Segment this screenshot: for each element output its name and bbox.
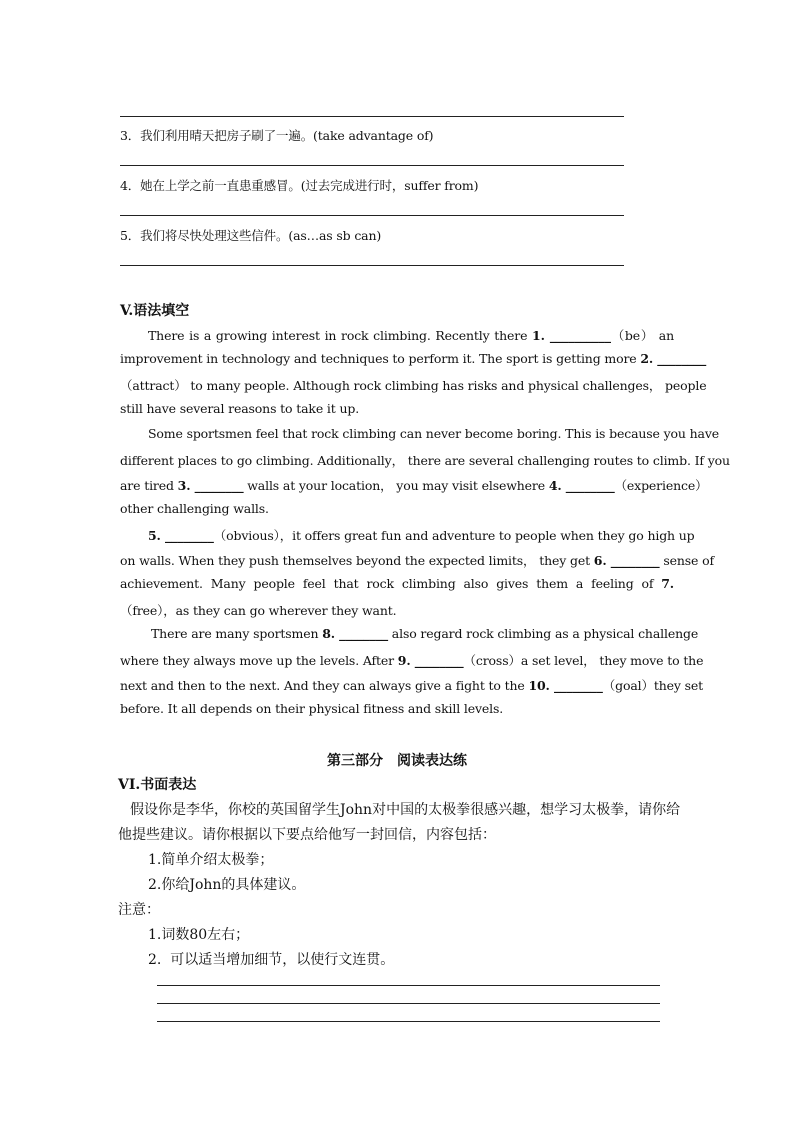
content-point: 1.简单介绍太极拳； <box>148 852 274 868</box>
answer-line[interactable] <box>120 165 624 166</box>
translation-item-5: 5．我们将尽快处理这些信件。(as…as sb can) <box>120 228 382 243</box>
blank-1[interactable]: 1. __________ <box>532 328 611 343</box>
blank-7[interactable]: 7. <box>661 576 674 591</box>
passage-line: still have several reasons to take it up. <box>120 401 360 416</box>
section-heading-grammar: V.语法填空 <box>120 303 190 319</box>
blank-4[interactable]: 4. ________ <box>548 478 615 493</box>
blank-8[interactable]: 8. ________ <box>322 626 388 641</box>
passage-line: different places to go climbing. Additionally， there are several challenging routes to climb. If you <box>120 453 730 468</box>
blank-2[interactable]: 2. ________ <box>640 351 707 366</box>
passage-line: next and then to the next. And they can always give a fight to the 10. ________（goal）they set <box>120 678 703 693</box>
passage-line: other challenging walls. <box>120 501 269 516</box>
passage-line: before. It all depends on their physical fitness and skill levels. <box>120 701 504 716</box>
answer-line[interactable] <box>120 116 624 117</box>
writing-prompt: 假设你是李华，你校的英国留学生John对中国的太极拳很感兴趣，想学习太极拳，请你给 <box>130 802 681 818</box>
passage-line: （free），as they can go wherever they want. <box>120 603 397 618</box>
blank-10[interactable]: 10. ________ <box>528 678 603 693</box>
passage-line: 5. ________（obvious），it offers great fun and adventure to people when they go high up <box>148 528 695 543</box>
passage-line: are tired 3. ________ walls at your location， you may visit elsewhere 4. ________（experience） <box>120 478 708 493</box>
passage-line: There is a growing interest in rock climbing. Recently there 1. __________（be） an <box>148 328 675 343</box>
writing-line[interactable] <box>157 1021 660 1022</box>
writing-line[interactable] <box>157 1003 660 1004</box>
passage-line: where they always move up the levels. After 9. ________（cross）a set level， they move to the <box>120 653 704 668</box>
section-heading-writing: VI.书面表达 <box>118 777 197 793</box>
blank-6[interactable]: 6. ________ <box>593 553 660 568</box>
notes-label: 注意： <box>118 902 160 918</box>
passage-line: on walls. When they push themselves beyond the expected limits， they get 6. ________ sense of <box>120 553 714 568</box>
passage-line: Some sportsmen feel that rock climbing can never become boring. This is because you have <box>148 426 719 441</box>
translation-item-4: 4．她在上学之前一直患重感冒。(过去完成进行时，suffer from) <box>120 178 479 193</box>
passage-line: achievement. Many people feel that rock climbing also gives them a feeling of 7. <box>120 576 674 591</box>
blank-9[interactable]: 9. ________ <box>397 653 464 668</box>
answer-line[interactable] <box>120 215 624 216</box>
writing-line[interactable] <box>157 985 660 986</box>
blank-5[interactable]: 5. ________ <box>148 528 214 543</box>
part-title: 第三部分 阅读表达练 <box>327 753 467 769</box>
translation-item-3: 3．我们利用晴天把房子刷了一遍。(take advantage of) <box>120 128 434 143</box>
writing-prompt: 他提些建议。请你根据以下要点给他写一封回信，内容包括： <box>118 827 496 843</box>
answer-line[interactable] <box>120 265 624 266</box>
content-point: 2.你给John的具体建议。 <box>148 877 306 893</box>
note-item: 1.词数80左右； <box>148 927 250 943</box>
passage-line: （attract） to many people. Although rock climbing has risks and physical challenges， people <box>120 378 707 393</box>
passage-line: improvement in technology and techniques to perform it. The sport is getting more 2. ________ <box>120 351 707 366</box>
blank-3[interactable]: 3. ________ <box>177 478 244 493</box>
passage-line: There are many sportsmen 8. ________ also regard rock climbing as a physical challenge <box>151 626 699 641</box>
note-item: 2. 可以适当增加细节，以使行文连贯。 <box>148 952 395 968</box>
